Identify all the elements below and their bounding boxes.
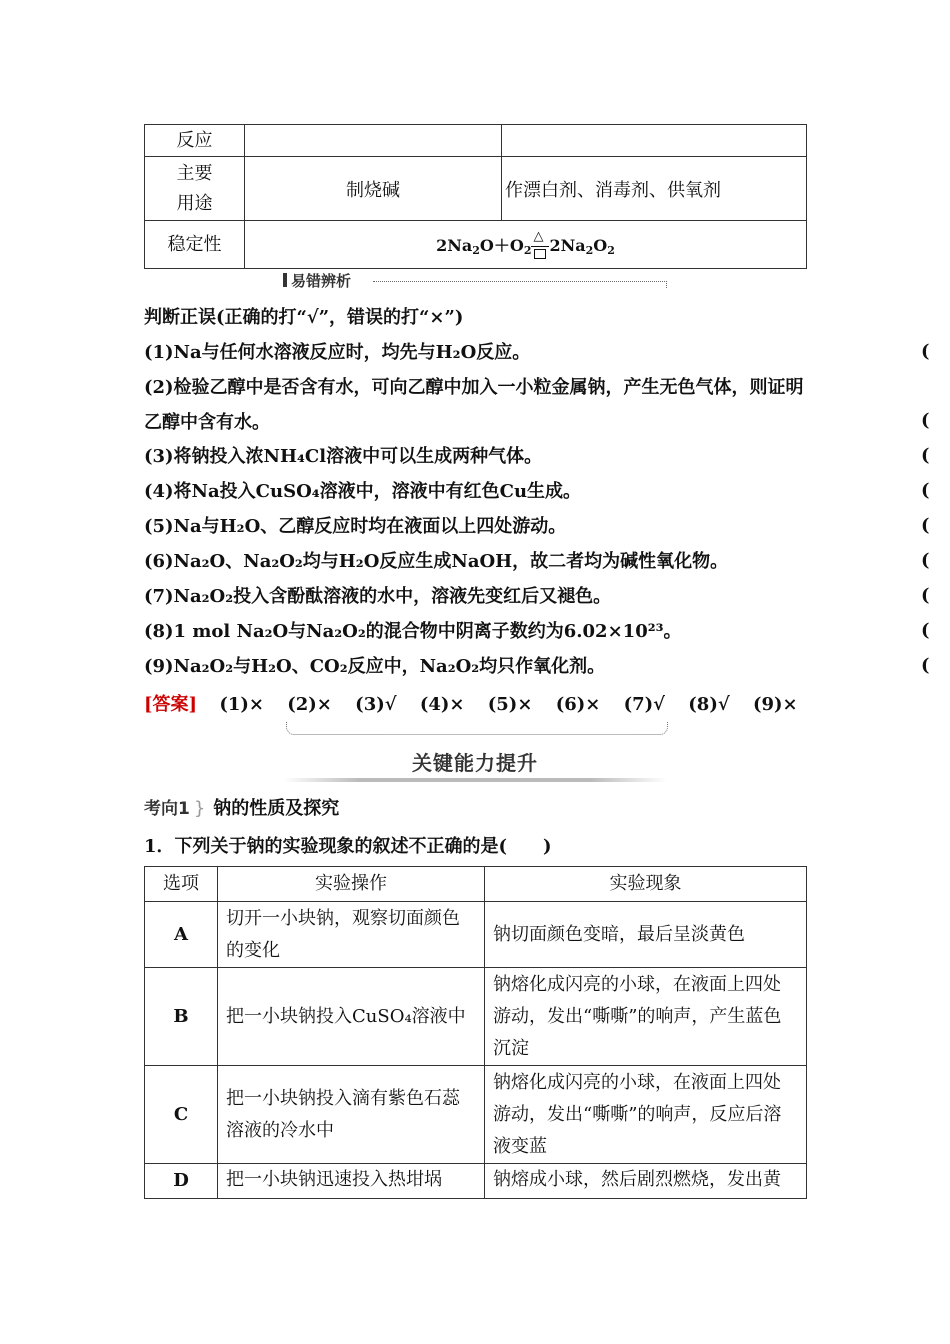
answer-item: (8)√ xyxy=(688,694,730,715)
row-label-stability: 稳定性 xyxy=(145,221,245,269)
paren-7: ( xyxy=(921,585,930,606)
equation-text: $2Na_2O+O_2$ △ $2Na_2O_2$ xyxy=(436,228,615,257)
phenomenon-b: 钠熔化成闪亮的小球，在液面上四处游动，发出“嘶嘶”的响声，产生蓝色沉淀 xyxy=(485,968,807,1066)
question-2: (2)检验乙醇中是否含有水，可向乙醇中加入一小粒金属钠，产生无色气体，则证明乙醇中含有水。 xyxy=(144,377,804,433)
section-banner-common-errors xyxy=(283,270,667,290)
cell-na2o-uses: 制烧碱 xyxy=(245,157,502,221)
answer-item: (1)× xyxy=(219,694,264,715)
stability-equation xyxy=(245,221,807,269)
brace-icon: } xyxy=(193,798,206,819)
operation-a: 切开一小块钠，观察切面颜色的变化 xyxy=(218,902,485,968)
question-7: (7)Na₂O₂投入含酚酞溶液的水中，溶液先变红后又褪色。 xyxy=(144,586,612,607)
paren-4: ( xyxy=(921,480,930,501)
question-8: (8)1 mol Na₂O与Na₂O₂的混合物中阴离子数约为6.02×10²³。 xyxy=(144,621,682,642)
properties-table xyxy=(144,124,807,269)
operation-c: 把一小块钠投入滴有紫色石蕊溶液的冷水中 xyxy=(218,1066,485,1164)
question-3: (3)将钠投入浓NH₄Cl溶液中可以生成两种气体。 xyxy=(144,446,543,467)
section-divider xyxy=(286,722,668,735)
phenomenon-a: 钠切面颜色变暗，最后呈淡黄色 xyxy=(485,902,807,968)
phenomenon-d: 钠熔成小球，然后剧烈燃烧，发出黄 xyxy=(485,1164,807,1199)
option-d: D xyxy=(145,1164,218,1199)
answer-tag: [答案] xyxy=(144,694,198,715)
heat-arrow: △ xyxy=(531,235,549,257)
answer-item: (9)× xyxy=(752,694,798,715)
instruction: 判断正误(正确的打“√”，错误的打“×”) xyxy=(144,307,464,328)
question-5: (5)Na与H₂O、乙醇反应时均在液面以上四处游动。 xyxy=(144,516,567,537)
kaoxiang-label: 考向1 xyxy=(144,799,190,819)
operation-d: 把一小块钠迅速投入热坩埚 xyxy=(218,1164,485,1199)
answer-item: (2)× xyxy=(287,694,332,715)
ability-title: 关键能力提升 xyxy=(412,751,538,775)
question-9: (9)Na₂O₂与H₂O、CO₂反应中，Na₂O₂均只作氧化剂。 xyxy=(144,656,606,677)
section-tag: 易错辨析 xyxy=(283,270,351,291)
question-4: (4)将Na投入CuSO₄溶液中，溶液中有红色Cu生成。 xyxy=(144,481,582,502)
answer-item: (4)× xyxy=(419,694,465,715)
paren-6: ( xyxy=(921,550,930,571)
question-1: (1)Na与任何水溶液反应时，均先与H₂O反应。 xyxy=(144,342,531,363)
kaoxiang-heading xyxy=(144,794,339,820)
answer-item: (7)√ xyxy=(623,694,665,715)
paren-2: ( xyxy=(921,410,930,431)
answer-item: (3)√ xyxy=(355,694,397,715)
option-b: B xyxy=(145,968,218,1066)
option-c: C xyxy=(145,1066,218,1164)
answer-line xyxy=(144,690,815,716)
kaoxiang-title: 钠的性质及探究 xyxy=(213,798,340,819)
cell-na2o2-uses: 作漂白剂、消毒剂、供氧剂 xyxy=(502,157,807,221)
paren-9: ( xyxy=(921,655,930,676)
cell-na2o2-reaction xyxy=(502,125,807,157)
option-a: A xyxy=(145,902,218,968)
question-mc-1: 1．下列关于钠的实验现象的叙述不正确的是( ) xyxy=(144,836,552,857)
header-phenomenon: 实验现象 xyxy=(485,867,807,902)
paren-5: ( xyxy=(921,515,930,536)
header-option: 选项 xyxy=(145,867,218,902)
phenomenon-c: 钠熔化成闪亮的小球，在液面上四处游动，发出“嘶嘶”的响声，反应后溶液变蓝 xyxy=(485,1066,807,1164)
question-6: (6)Na₂O、Na₂O₂均与H₂O反应生成NaOH，故二者均为碱性氧化物。 xyxy=(144,551,729,572)
header-operation: 实验操作 xyxy=(218,867,485,902)
row-label-reaction: 反应 xyxy=(145,125,245,157)
row-label-uses: 主要用途 xyxy=(145,157,245,221)
ability-banner xyxy=(283,748,667,782)
paren-1: ( xyxy=(921,341,930,362)
operation-b: 把一小块钠投入CuSO₄溶液中 xyxy=(218,968,485,1066)
answer-item: (6)× xyxy=(555,694,601,715)
paren-3: ( xyxy=(921,445,930,466)
answer-item: (5)× xyxy=(487,694,533,715)
cell-na2o-reaction xyxy=(245,125,502,157)
paren-8: ( xyxy=(921,620,930,641)
experiment-table xyxy=(144,866,807,1199)
